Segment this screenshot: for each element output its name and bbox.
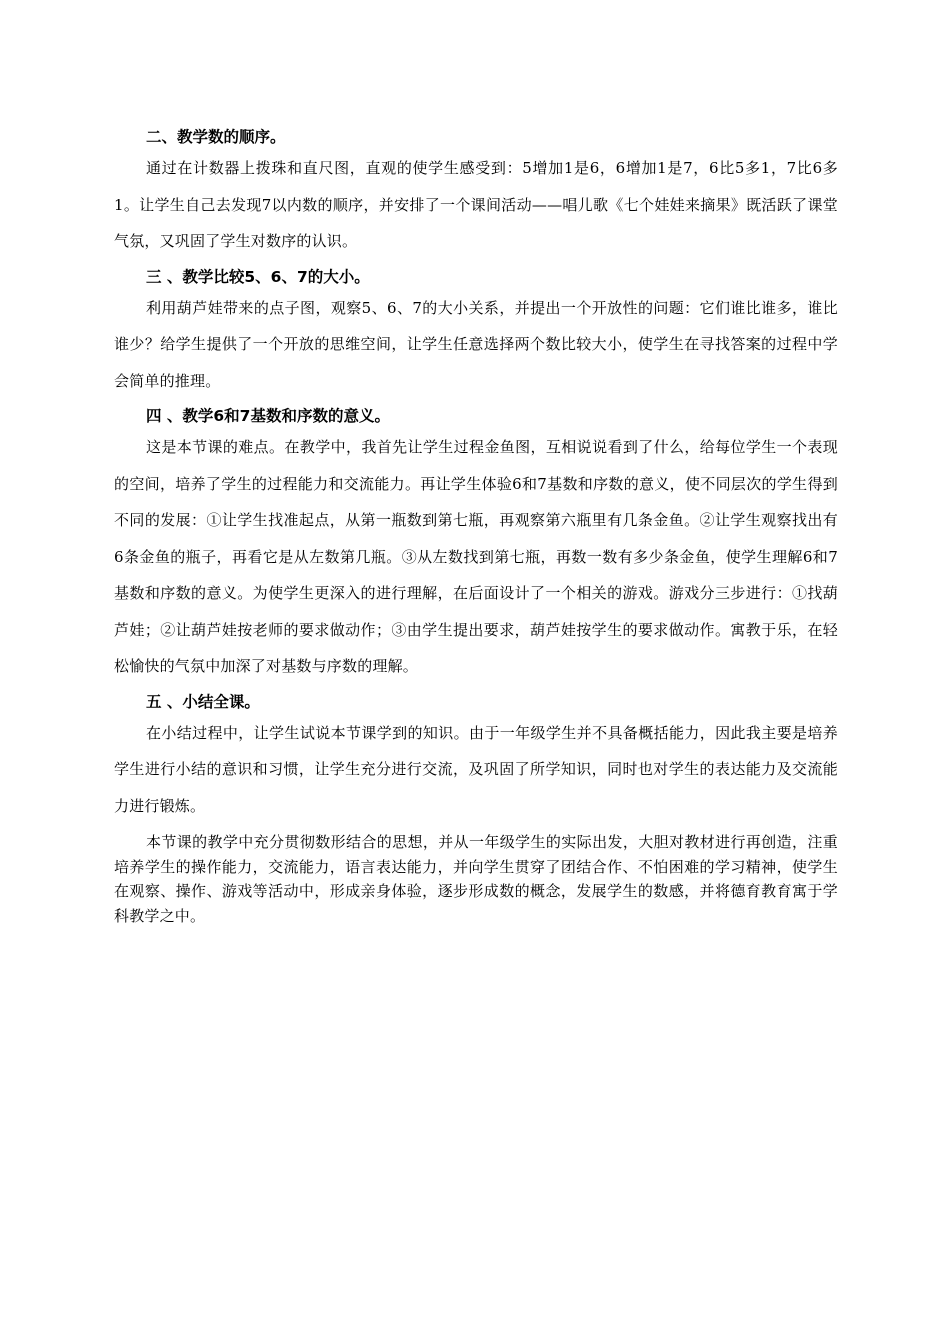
section-heading-compare: 三 、教学比较5、6、7的大小。 (146, 267, 370, 286)
document-body (114, 124, 838, 928)
closing-paragraph: 本节课的教学中充分贯彻数形结合的思想，并从一年级学生的实际出发，大胆对教材进行再创造，注重培养学生的操作能力，交流能力，语言表达能力，并向学生贯穿了团结合作、不怕困难的学习精神，使学生在观察、操作、游戏等活动中，形成亲身体验，逐步形成数的概念，发展学生的数感，并将德育教育寓于学科教学之中。 (114, 833, 838, 925)
section-heading-summary: 五 、小结全课。 (146, 692, 260, 711)
section-paragraph-order: 通过在计数器上拨珠和直尺图，直观的使学生感受到：5增加1是6，6增加1是7，6比5多1，7比6多1。让学生自己去发现7以内数的顺序，并安排了一个课间活动——唱儿歌《七个娃娃来摘果》既活跃了课堂气氛，又巩固了学生对数序的认识。 (114, 159, 838, 250)
section-paragraph-compare: 利用葫芦娃带来的点子图，观察5、6、7的大小关系，并提出一个开放性的问题：它们谁比谁多，谁比谁少？给学生提供了一个开放的思维空间，让学生任意选择两个数比较大小，使学生在寻找答案的过程中学会简单的推理。 (114, 298, 838, 390)
section-paragraph-summary: 在小结过程中，让学生试说本节课学到的知识。由于一年级学生并不具备概括能力，因此我主要是培养学生进行小结的意识和习惯，让学生充分进行交流，及巩固了所学知识，同时也对学生的表达能力及交流能力进行锻炼。 (114, 723, 838, 815)
section-heading-cardinal-ordinal: 四 、教学6和7基数和序数的意义。 (146, 407, 390, 425)
section-paragraph-cardinal-ordinal: 这是本节课的难点。在教学中，我首先让学生过程金鱼图，互相说说看到了什么，给每位学生一个表现的空间，培养了学生的过程能力和交流能力。再让学生体验6和7基数和序数的意义，使不同层次的学生得到不同的发展：①让学生找准起点，从第一瓶数到第七瓶，再观察第六瓶里有几条金鱼。②让学生观察找出有6条金鱼的瓶子，再看它是从左数第几瓶。③从左数找到第七瓶，再数一数有多少条金鱼，使学生理解6和7基数和序数的意义。为使学生更深入的进行理解，在后面设计了一个相关的游戏。游戏分三步进行：①找葫芦娃；②让葫芦娃按老师的要求做动作；③由学生提出要求，葫芦娃按学生的要求做动作。寓教于乐，在轻松愉快的气氛中加深了对基数与序数的理解。 (114, 438, 838, 675)
section-heading-order: 二、教学数的顺序。 (146, 128, 286, 146)
